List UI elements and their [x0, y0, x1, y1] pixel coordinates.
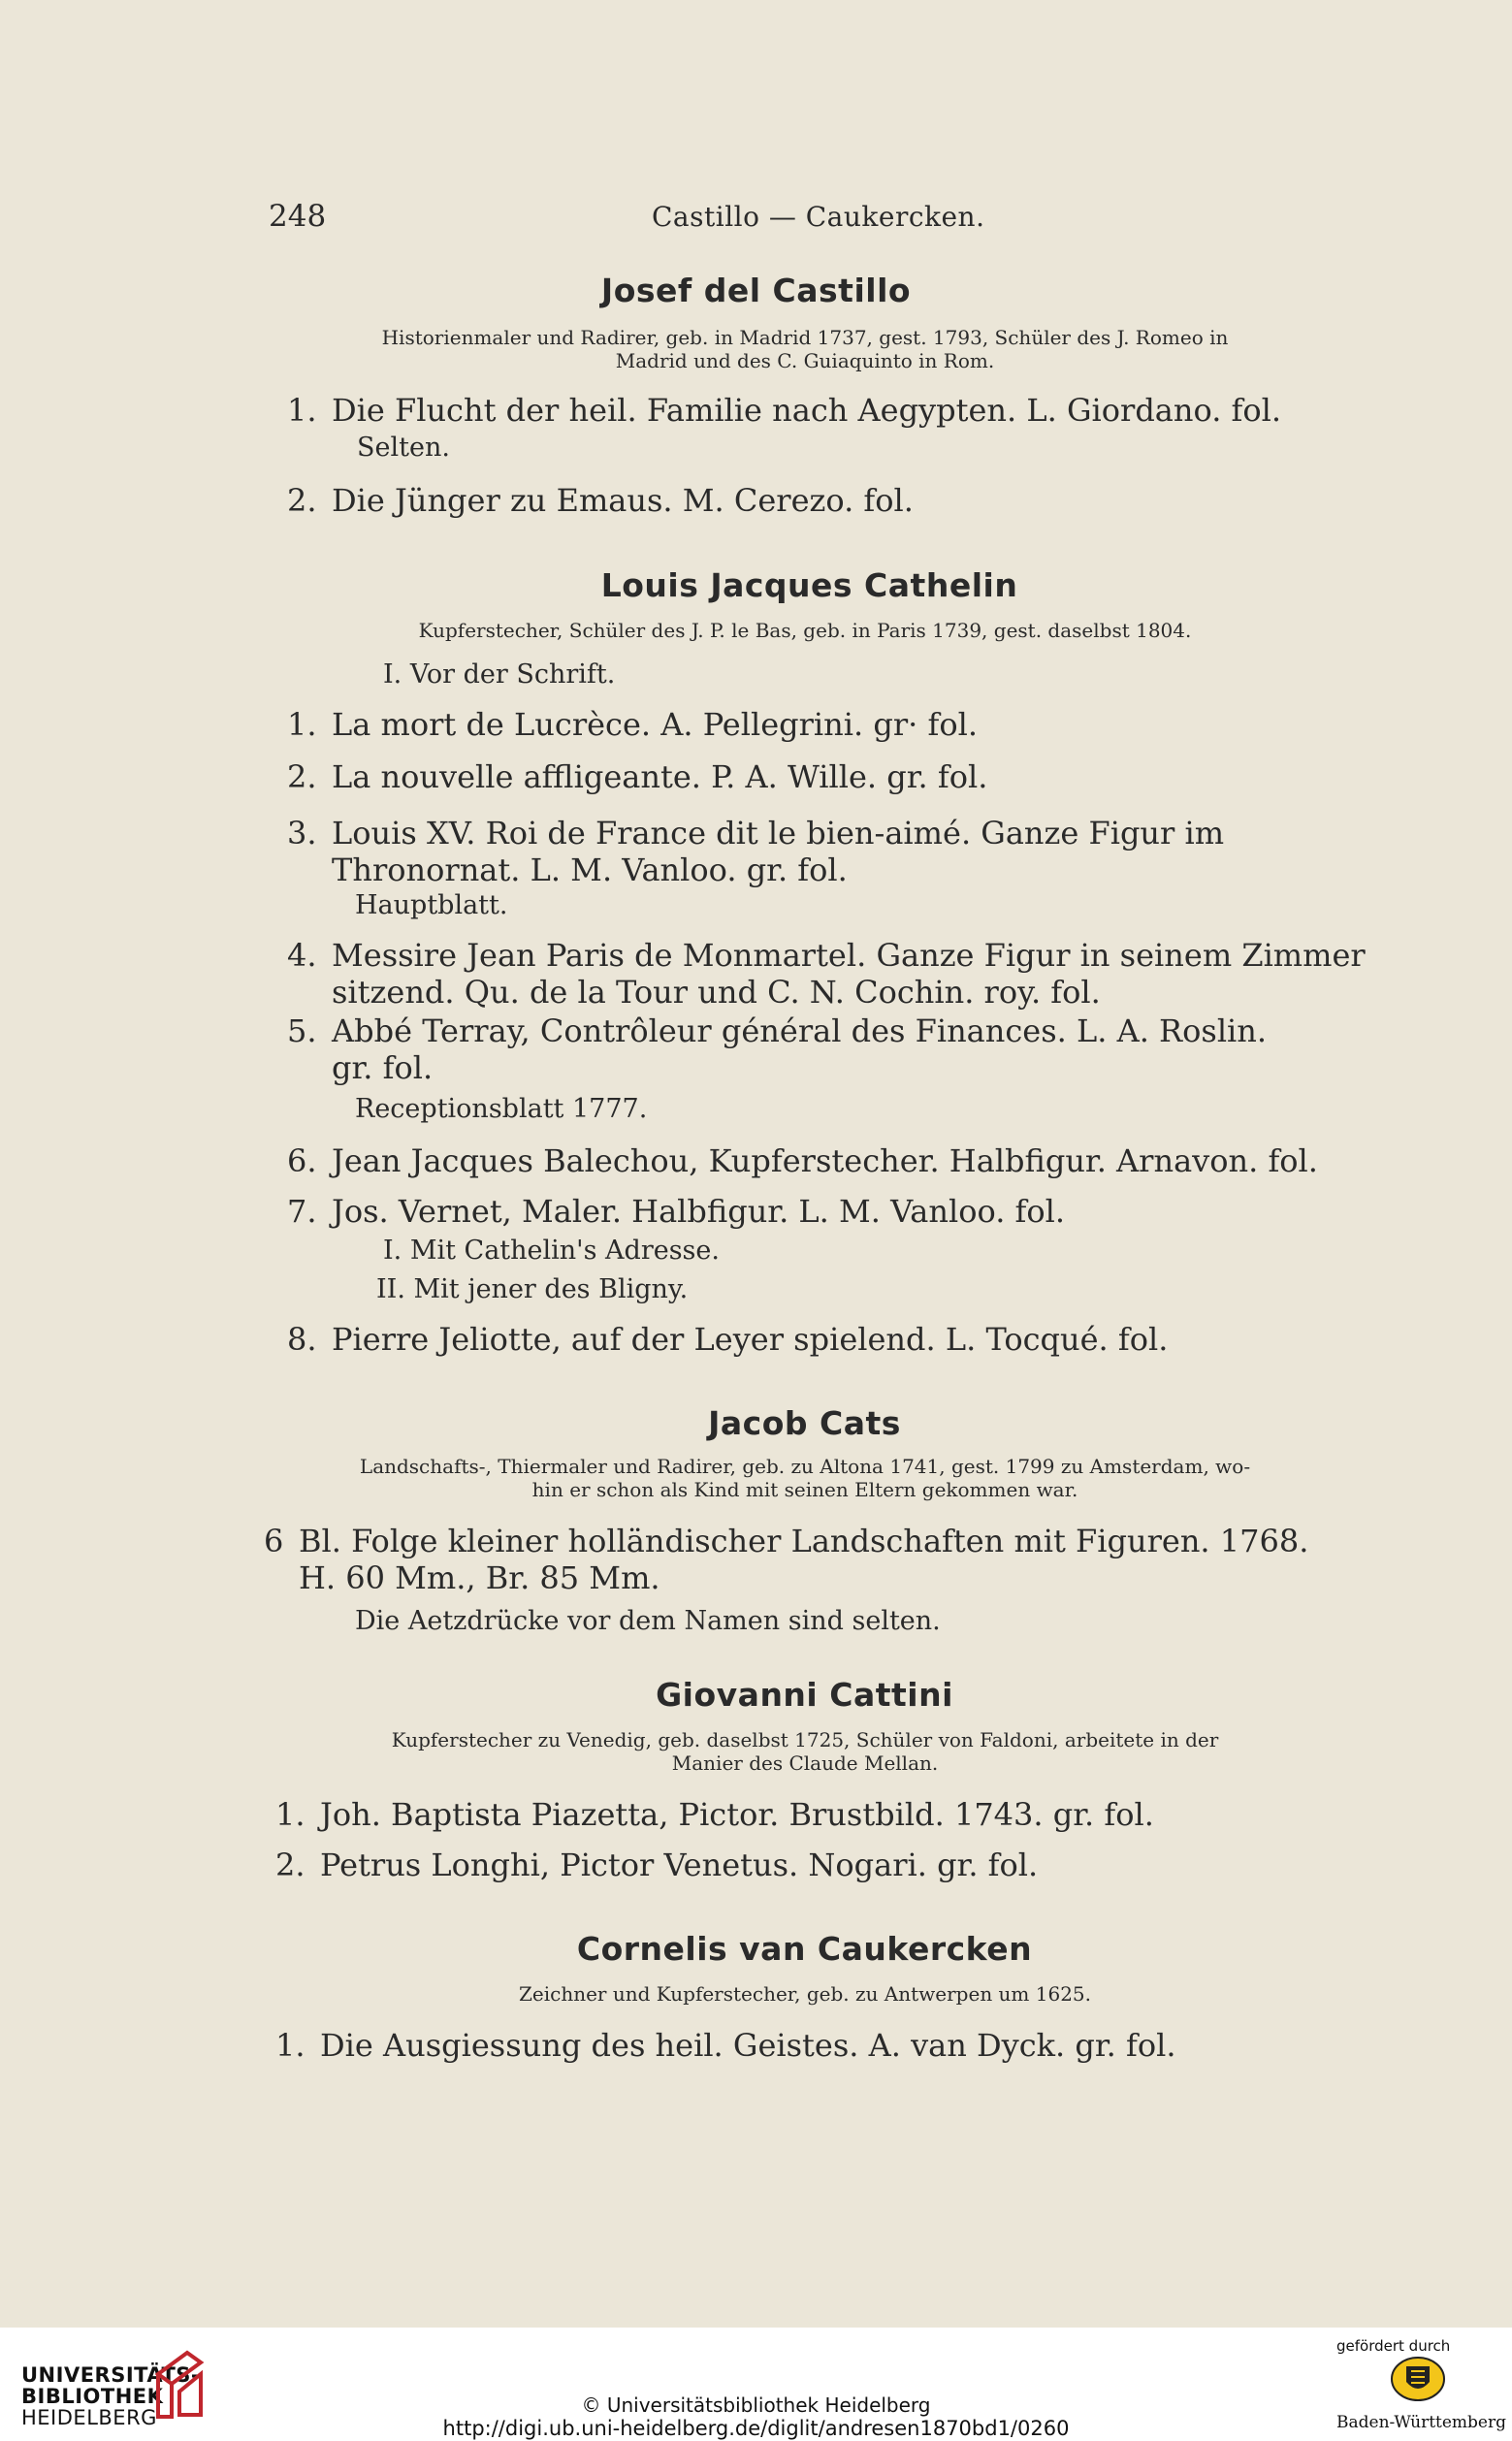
bio-line: Manier des Claude Mellan. — [671, 1751, 939, 1775]
entry-title-castillo: Josef del Castillo — [600, 272, 912, 309]
item-note: I. Mit Cathelin's Adresse. — [383, 1236, 720, 1266]
item-number: 6 — [264, 1523, 284, 1559]
library-name-line: HEIDELBERG — [21, 2406, 157, 2429]
item-text-continued: Thronornat. L. M. Vanloo. gr. fol. — [332, 851, 848, 888]
item-text: Louis XV. Roi de France dit le bien-aimé. Ganze Figur im — [332, 815, 1225, 851]
bio-line: hin er schon als Kind mit seinen Eltern gekommen war. — [531, 1478, 1078, 1501]
entry-title-cathelin: Louis Jacques Cathelin — [600, 566, 1018, 604]
item-number: 2. — [287, 758, 317, 795]
permalink-url[interactable]: http://digi.ub.uni-heidelberg.de/diglit/andresen1870bd1/0260 — [442, 2417, 1070, 2440]
state-seal-icon[interactable] — [1391, 2357, 1445, 2401]
item-number: 6. — [287, 1142, 317, 1179]
item-text: Pierre Jeliotte, auf der Leyer spielend. L. Tocqué. fol. — [332, 1321, 1169, 1358]
bio-castillo — [310, 326, 1300, 372]
page-header — [0, 199, 1512, 238]
library-name-line: BIBLIOTHEK — [21, 2385, 164, 2408]
funded-by-label: gefördert durch — [1336, 2337, 1451, 2355]
bio-line: Zeichner und Kupferstecher, geb. zu Antwerpen um 1625. — [518, 1982, 1092, 2006]
page-number: 248 — [269, 199, 327, 234]
item-text: Jean Jacques Balechou, Kupferstecher. Halbfigur. Arnavon. fol. — [332, 1142, 1318, 1179]
footer-bar — [0, 2328, 1512, 2441]
bio-line: Historienmaler und Radirer, geb. in Madrid 1737, gest. 1793, Schüler des J. Romeo in — [381, 326, 1229, 349]
bio-line: Kupferstecher, Schüler des J. P. le Bas, geb. in Paris 1739, gest. daselbst 1804. — [418, 619, 1192, 642]
item-text: Joh. Baptista Piazetta, Pictor. Brustbild. 1743. gr. fol. — [320, 1796, 1154, 1833]
entry-title-cats: Jacob Cats — [708, 1404, 901, 1442]
item-text: Messire Jean Paris de Monmartel. Ganze Figur in seinem Zimmer — [332, 937, 1366, 974]
bio-line: Landschafts-, Thiermaler und Radirer, geb. zu Altona 1741, gest. 1799 zu Amsterdam, wo- — [359, 1455, 1251, 1478]
item-note: II. Mit jener des Bligny. — [376, 1274, 689, 1304]
item-note: Die Aetzdrücke vor dem Namen sind selten. — [355, 1606, 941, 1636]
item-number: 1. — [275, 2027, 306, 2064]
item-text: Die Jünger zu Emaus. M. Cerezo. fol. — [332, 482, 914, 519]
bio-line: Kupferstecher zu Venedig, geb. daselbst 1725, Schüler von Faldoni, arbeitete in der — [391, 1728, 1219, 1751]
item-text: Jos. Vernet, Maler. Halbfigur. L. M. Vanloo. fol. — [332, 1193, 1066, 1230]
bio-cattini — [310, 1728, 1300, 1775]
item-text: Die Ausgiessung des heil. Geistes. A. van Dyck. gr. fol. — [320, 2027, 1176, 2064]
item-note: Hauptblatt. — [355, 890, 508, 920]
entry-title-cattini: Giovanni Cattini — [656, 1676, 953, 1714]
item-number: 2. — [287, 482, 317, 519]
item-note: Receptionsblatt 1777. — [355, 1094, 648, 1124]
item-text: Bl. Folge kleiner holländischer Landschaften mit Figuren. 1768. — [299, 1523, 1309, 1559]
item-number: 2. — [275, 1847, 306, 1883]
item-text: La nouvelle affligeante. P. A. Wille. gr. fol. — [332, 758, 988, 795]
item-note: Selten. — [357, 433, 450, 463]
item-text: Petrus Longhi, Pictor Venetus. Nogari. gr. fol. — [320, 1847, 1039, 1883]
item-text: La mort de Lucrèce. A. Pellegrini. gr· fol. — [332, 706, 978, 743]
bio-caukercken — [310, 1982, 1300, 2006]
item-text: Die Flucht der heil. Familie nach Aegypten. L. Giordano. fol. — [332, 392, 1282, 429]
item-number: 1. — [287, 392, 317, 429]
bio-line: Madrid und des C. Guiaquinto in Rom. — [615, 349, 995, 372]
item-number: 3. — [287, 815, 317, 851]
item-text: Abbé Terray, Contrôleur général des Finances. L. A. Roslin. — [332, 1012, 1268, 1049]
funder-name: Baden-Württemberg — [1336, 2413, 1506, 2432]
bio-cathelin — [320, 619, 1290, 642]
library-name-line: UNIVERSITÄTS- — [21, 2363, 201, 2387]
item-text-continued: sitzend. Qu. de la Tour und C. N. Cochin. roy. fol. — [332, 974, 1101, 1011]
item-number: 5. — [287, 1012, 317, 1049]
item-number: 1. — [287, 706, 317, 743]
state-note: I. Vor der Schrift. — [383, 659, 616, 690]
item-number: 1. — [275, 1796, 306, 1833]
item-number: 7. — [287, 1193, 317, 1230]
item-text-continued: H. 60 Mm., Br. 85 Mm. — [299, 1559, 660, 1596]
item-number: 4. — [287, 937, 317, 974]
item-text-continued: gr. fol. — [332, 1049, 434, 1086]
running-head: Castillo — Caukercken. — [652, 201, 985, 233]
item-number: 8. — [287, 1321, 317, 1358]
entry-title-caukercken: Cornelis van Caukercken — [576, 1930, 1033, 1968]
bio-cats — [310, 1455, 1300, 1501]
copyright-text: © Universitätsbibliothek Heidelberg — [581, 2393, 931, 2417]
